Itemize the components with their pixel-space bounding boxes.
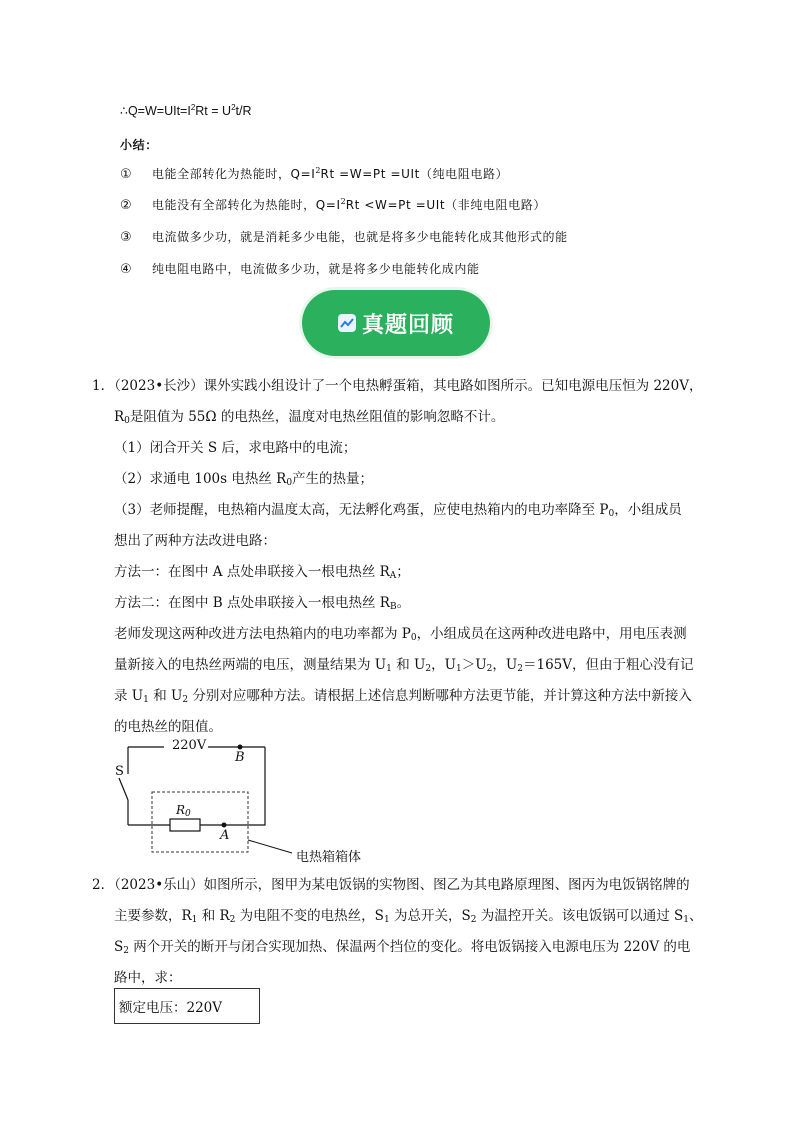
point-a-dot xyxy=(222,823,227,828)
formula-line: $\therefore Q=W=UIt=I^2Rt = U^2t/R$ xyxy=(120,103,252,118)
resistor-r0 xyxy=(170,819,200,831)
summary-item-3: ③ 电流做多少功，就是消耗多少电能，也就是将多少电能转化成其他形式的能 xyxy=(120,230,568,245)
incubator-label: 电热箱箱体 xyxy=(296,850,362,865)
point-a-label: A xyxy=(220,828,230,843)
q1-part-3-line-2: 想出了两种方法改进电路： xyxy=(114,533,276,549)
q2-line-2: 主要参数，$R_1$ 和 $R_2$ 为电阻不变的电热丝，$S_1$ 为总开关，$S_2$ 为温控开关。该电饭锅可以通过 $S_1$、 xyxy=(114,908,703,925)
q1-text-4: 的电热丝的阻值。 xyxy=(114,719,222,735)
point-b-dot xyxy=(238,745,243,750)
q1-part-2: （2）求通电 100s 电热丝 $R_0$产生的热量； xyxy=(114,471,374,488)
q1-text-3: 录 $U_1$ 和 $U_2$ 分别对应哪种方法。请根据上述信息判断哪种方法更节能，并计算这种方法中新接入 xyxy=(114,688,692,705)
q1-line-1: 1．（2023•长沙）课外实践小组设计了一个电热孵蛋箱，其电路如图所示。已知电源电压恒为 220V， xyxy=(92,378,703,394)
rated-voltage-cell: 额定电压：220V xyxy=(119,1000,223,1016)
q2-line-3: $S_2$ 两个开关的断开与闭合实现加热、保温两个挡位的变化。将电饭锅接入电源电压为 220V 的电 xyxy=(114,939,691,956)
q1-text-1: 老师发现这两种改进方法电热箱内的电功率都为 $P_0$，小组成员在这两种改进电路中，用电压表测 xyxy=(114,626,687,643)
item-number: ③ xyxy=(120,230,132,245)
q1-line-2: $R_0$是阻值为 55Ω 的电热丝，温度对电热丝阻值的影响忽略不计。 xyxy=(114,409,505,426)
q1-text-2: 量新接入的电热丝两端的电压，测量结果为 $U_1$ 和 $U_2$，$U_1>U_2$，$U_2=165V$，但由于粗心没有记 xyxy=(114,657,694,674)
q1-method-1: 方法一：在图中 A 点处串联接入一根电热丝 $R_A$； xyxy=(114,564,410,581)
voltage-label: 220V xyxy=(172,738,207,753)
resistor-label: $R_0$ xyxy=(176,803,191,819)
switch-label: S xyxy=(115,764,124,779)
q1-part-1: （1）闭合开关 S 后，求电路中的电流； xyxy=(114,440,357,456)
q1-method-2: 方法二：在图中 B 点处串联接入一根电热丝 $R_B$。 xyxy=(114,595,411,612)
q2-line-4: 路中，求： xyxy=(114,970,182,986)
summary-item-1: ① 电能全部转化为热能时，$Q=I^2Rt =W=Pt =UIt$（纯电阻电路） xyxy=(120,166,509,182)
banner-title: 真题回顾 xyxy=(361,312,454,338)
item-number: ② xyxy=(120,198,132,213)
switch-blade xyxy=(119,778,128,800)
item-number: ① xyxy=(120,167,132,182)
point-b-label: B xyxy=(235,750,245,765)
item-number: ④ xyxy=(120,262,132,277)
summary-heading: 小结： xyxy=(120,138,158,152)
q1-part-3: （3）老师提醒，电热箱内温度太高，无法孵化鸡蛋，应使电热箱内的电功率降至 $P_0$，小组成员 xyxy=(114,502,682,519)
leader-line xyxy=(248,840,292,853)
chart-line-icon xyxy=(338,314,356,332)
section-banner xyxy=(302,290,490,356)
summary-item-2: ② 电能没有全部转化为热能时，$Q=I^2Rt <W=Pt =UIt$（非纯电阻电路） xyxy=(120,197,546,213)
nameplate-table xyxy=(114,988,260,1024)
q2-line-1: 2．（2023•乐山）如图所示，图甲为某电饭锅的实物图、图乙为其电路原理图、图丙为电饭锅铭牌的 xyxy=(92,877,690,893)
summary-item-4: ④ 纯电阻电路中，电流做多少功，就是将多少电能转化成内能 xyxy=(120,262,480,277)
therefore-symbol: ∴ xyxy=(120,104,128,118)
